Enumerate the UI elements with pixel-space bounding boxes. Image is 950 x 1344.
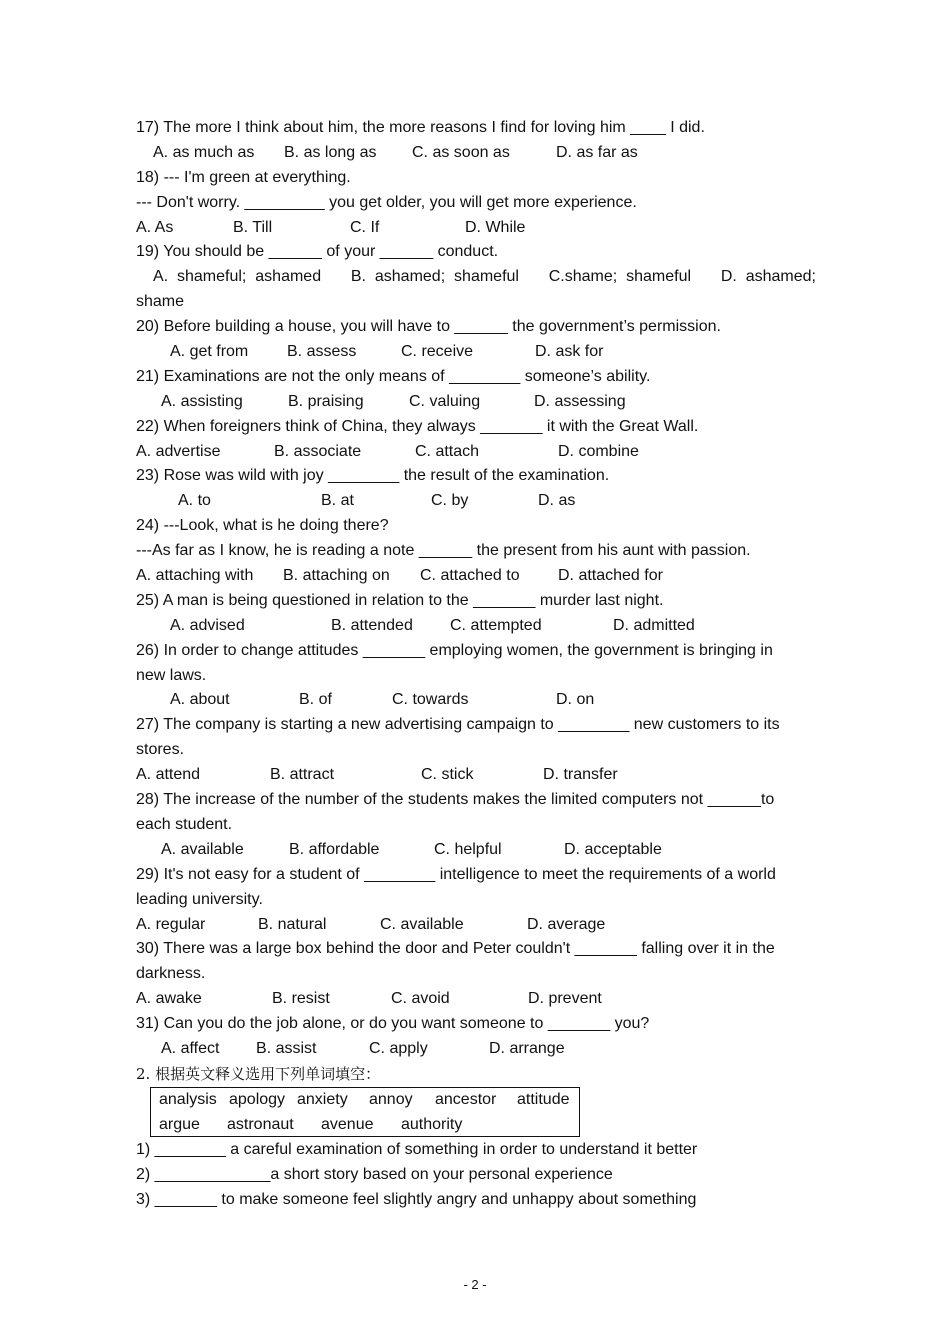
option-c: C. avoid	[391, 990, 450, 1008]
option-a: A. advertise	[136, 442, 221, 460]
question-stem: 26) In order to change attitudes _______ employing women, the government is bringing in	[136, 641, 773, 659]
question-stem: 21) Examinations are not the only means of ________ someone’s ability.	[136, 367, 651, 385]
options-28	[136, 838, 816, 863]
option-b: B. attract	[270, 766, 335, 784]
option-d: D. attached for	[558, 567, 663, 585]
options-17	[136, 141, 816, 166]
definition-item	[136, 1188, 816, 1213]
option-d: D. as	[538, 492, 576, 510]
option-d: D. prevent	[528, 990, 602, 1008]
question-28	[136, 788, 816, 813]
option-d: D. as far as	[556, 143, 638, 161]
option-b: B. resist	[272, 990, 330, 1008]
word-bank-word: authority	[401, 1115, 463, 1133]
options-29	[136, 913, 816, 938]
option-c: C. stick	[421, 766, 474, 784]
word-bank-word: apology	[229, 1091, 286, 1108]
question-24-reply	[136, 539, 816, 564]
question-31	[136, 1012, 816, 1037]
options-26	[136, 688, 816, 713]
word-bank-word: ancestor	[435, 1091, 497, 1108]
options-21	[136, 390, 816, 415]
question-stem: 27) The company is starting a new advertising campaign to ________ new customers to its	[136, 716, 780, 734]
option-b: B. of	[299, 691, 332, 709]
option-d: D. acceptable	[564, 840, 662, 858]
question-28-cont	[136, 813, 816, 838]
option-d-cont: shame	[136, 293, 185, 311]
question-24	[136, 514, 816, 539]
option-a: A. affect	[161, 1039, 220, 1057]
question-stem: 31) Can you do the job alone, or do you want someone to _______ you?	[136, 1015, 650, 1033]
option-a: A. awake	[136, 990, 202, 1008]
option-d: D. assessing	[534, 392, 626, 410]
option-a: A. available	[161, 840, 244, 858]
option-b: B. assess	[287, 343, 357, 361]
option-c: C. helpful	[434, 840, 502, 858]
question-stem: 20) Before building a house, you will have to ______ the government’s permission.	[136, 318, 721, 336]
definition-items	[136, 1138, 816, 1213]
word-bank-word: avenue	[321, 1115, 374, 1133]
question-29-cont	[136, 888, 816, 913]
question-stem: 23) Rose was wild with joy ________ the result of the examination.	[136, 467, 610, 485]
option-b: B. assist	[256, 1039, 317, 1057]
question-30-cont	[136, 962, 816, 987]
question-26	[136, 639, 816, 664]
question-18-reply	[136, 191, 816, 216]
question-stem: 25) A man is being questioned in relation to the _______ murder last night.	[136, 591, 664, 609]
options-30	[136, 987, 816, 1012]
question-19	[136, 240, 816, 265]
option-d: D. average	[527, 915, 606, 933]
question-stem-2: --- Don't worry. _________ you get older, you will get more experience.	[136, 193, 637, 211]
option-c: C. If	[350, 218, 380, 236]
question-21	[136, 365, 816, 390]
option-a: A. advised	[170, 616, 245, 634]
word-bank-word: anxiety	[297, 1091, 348, 1108]
definition-item	[136, 1138, 816, 1163]
question-stem-cont: each student.	[136, 815, 233, 833]
options-27	[136, 763, 816, 788]
options-25	[136, 614, 816, 639]
word-bank-word: analysis	[159, 1091, 217, 1108]
question-stem-cont: leading university.	[136, 890, 263, 908]
option-d: D. transfer	[543, 766, 618, 784]
question-27	[136, 713, 816, 738]
definition-item	[136, 1163, 816, 1188]
option-a: A. assisting	[161, 392, 243, 410]
options-18	[136, 216, 816, 241]
question-stem: 29) It's not easy for a student of ________ intelligence to meet the requirements of a world	[136, 865, 776, 883]
option-d: D. ask for	[535, 343, 604, 361]
option-d: D. While	[465, 218, 526, 236]
question-stem-cont: new laws.	[136, 666, 207, 684]
option-b: B. ashamed; shameful	[350, 268, 519, 286]
option-a: A. to	[178, 492, 211, 510]
option-a: A. shameful; ashamed	[153, 268, 322, 286]
section-heading: 2. 根据英文释义选用下列单词填空：	[136, 1064, 381, 1083]
option-a: A. regular	[136, 915, 206, 933]
option-a: A. attend	[136, 766, 201, 784]
question-27-cont	[136, 738, 816, 763]
option-a: A. as much as	[153, 143, 255, 161]
option-b: B. at	[321, 492, 354, 510]
question-stem: 24) ---Look, what is he doing there?	[136, 517, 389, 535]
option-d: D. combine	[558, 442, 639, 460]
option-c: C.shame; shameful	[548, 268, 692, 286]
option-b: B. natural	[258, 915, 327, 933]
options-24	[136, 564, 816, 589]
question-26-cont	[136, 664, 816, 689]
options-22	[136, 440, 816, 465]
question-30	[136, 937, 816, 962]
option-c: C. towards	[392, 691, 469, 709]
question-stem: 30) There was a large box behind the door and Peter couldn't _______ falling over it in the	[136, 940, 775, 958]
word-bank-word: astronaut	[227, 1115, 294, 1133]
word-bank-word: attitude	[517, 1091, 570, 1108]
question-29	[136, 863, 816, 888]
option-a: A. get from	[170, 343, 249, 361]
option-c: C. attach	[415, 442, 480, 460]
option-b: B. associate	[274, 442, 362, 460]
word-bank-row-2	[151, 1113, 579, 1138]
page-number: - 2 -	[463, 1277, 487, 1292]
word-bank-word: annoy	[369, 1091, 413, 1108]
options-20	[136, 340, 816, 365]
option-b: B. affordable	[289, 840, 380, 858]
option-b: B. as long as	[284, 143, 377, 161]
question-25	[136, 589, 816, 614]
option-d: D. on	[556, 691, 595, 709]
option-c: C. as soon as	[412, 143, 510, 161]
option-a: A. about	[170, 691, 230, 709]
definition-text: 1) ________ a careful examination of something in order to understand it better	[136, 1141, 698, 1158]
option-c: C. receive	[401, 343, 474, 361]
section-2-heading	[136, 1062, 816, 1087]
question-17	[136, 116, 816, 141]
options-19	[136, 265, 816, 290]
option-a: A. attaching with	[136, 567, 254, 585]
question-18	[136, 166, 816, 191]
word-bank-row-1	[151, 1088, 579, 1113]
definition-text: 3) _______ to make someone feel slightly angry and unhappy about something	[136, 1190, 697, 1208]
option-c: C. attached to	[420, 567, 520, 585]
option-a: A. As	[136, 218, 174, 236]
definition-text: 2) _____________a short story based on your personal experience	[136, 1165, 613, 1183]
option-c: C. valuing	[409, 392, 481, 410]
option-b: B. Till	[233, 218, 273, 236]
options-19-cont	[136, 290, 816, 315]
options-31	[136, 1037, 816, 1062]
question-stem-2: ---As far as I know, he is reading a note ______ the present from his aunt with passion.	[136, 542, 751, 560]
question-stem: 18) --- I'm green at everything.	[136, 168, 351, 186]
option-d: D. ashamed;	[720, 268, 816, 286]
question-stem-cont: stores.	[136, 741, 185, 759]
question-23	[136, 464, 816, 489]
option-c: C. by	[431, 492, 469, 510]
question-22	[136, 415, 816, 440]
question-stem-cont: darkness.	[136, 965, 206, 983]
option-d: D. arrange	[489, 1039, 565, 1057]
option-b: B. praising	[288, 392, 364, 410]
option-c: C. available	[380, 915, 464, 933]
exam-page	[136, 116, 816, 1087]
question-stem: 17) The more I think about him, the more reasons I find for loving him ____ I did.	[136, 119, 705, 136]
question-stem: 28) The increase of the number of the students makes the limited computers not ______to	[136, 791, 775, 809]
options-23	[136, 489, 816, 514]
option-b: B. attended	[331, 616, 413, 634]
question-20	[136, 315, 816, 340]
option-b: B. attaching on	[283, 567, 390, 585]
word-bank-box	[150, 1087, 580, 1137]
word-bank-word: argue	[159, 1115, 200, 1133]
option-d: D. admitted	[613, 616, 695, 634]
option-c: C. apply	[369, 1039, 428, 1057]
question-stem: 22) When foreigners think of China, they always _______ it with the Great Wall.	[136, 417, 699, 435]
question-stem: 19) You should be ______ of your ______ conduct.	[136, 243, 499, 261]
option-c: C. attempted	[450, 616, 542, 634]
